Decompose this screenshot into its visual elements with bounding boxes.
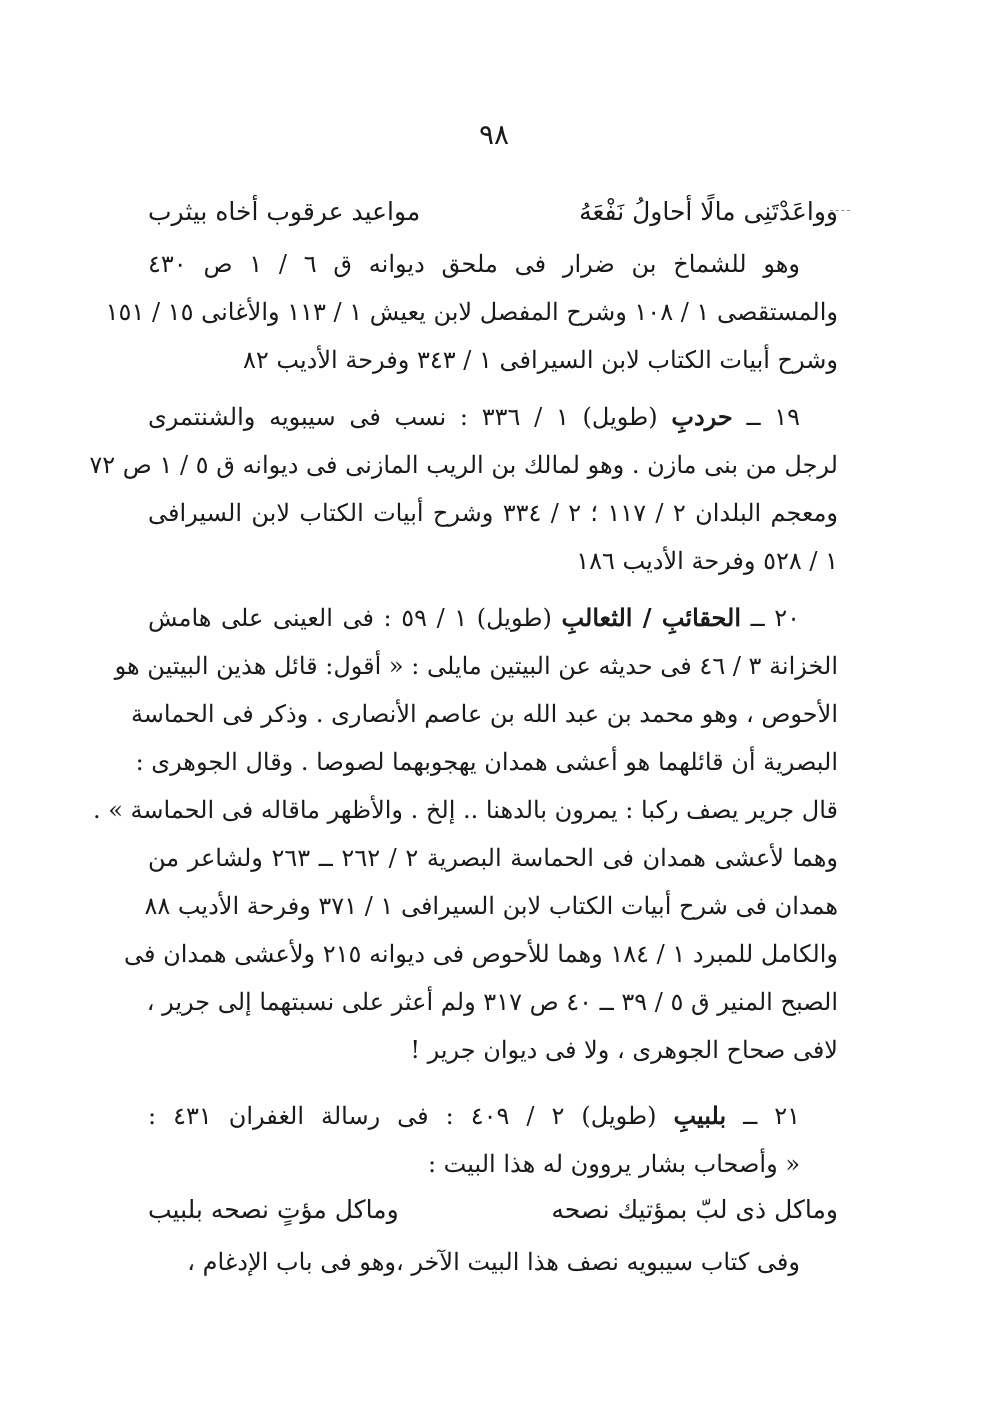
verse-2-first-hemistich: وماكل ذى لبّ بمؤتيك نصحه	[551, 1195, 838, 1224]
text-line: الخزانة ٣ / ٤٦ فى حديثه عن البيتين مايلى : « أقول: قائل هذين البيتين هو	[114, 652, 838, 680]
page-number: ٩٨	[478, 118, 510, 151]
text-line: لرجل من بنى مازن . وهو لمالك بن الريب المازنى فى ديوانه ق ٥ / ١ ص ٧٢	[89, 451, 838, 479]
verse-1-second-hemistich: مواعيد عرقوب أخاه بيثرب	[148, 197, 421, 226]
text-line: الأحوص ، وهو محمد بن عبد الله بن عاصم الأنصارى . وذكر فى الحماسة	[130, 700, 838, 728]
text-line: وشرح أبيات الكتاب لابن السيرافى ١ / ٣٤٣ وفرحة الأديب ٨٢	[243, 346, 838, 374]
entry-19-heading	[148, 393, 838, 441]
text-line: الصبح المنير ق ٥ / ٣٩ ــ ٤٠ ص ٣١٧ ولم أعثر على نسبتهما إلى جرير ،	[146, 988, 838, 1016]
entry-number: ١٩ ــ	[732, 403, 801, 431]
entry-20-heading	[148, 594, 838, 642]
entry-21	[148, 1092, 838, 1188]
text-line: وهما لأعشى همدان فى الحماسة البصرية ٢ / ٢٦٢ ــ ٢٦٣ ولشاعر من	[148, 844, 838, 872]
text-line: لافى صحاح الجوهرى ، ولا فى ديوان جرير !	[410, 1036, 838, 1064]
text-line: وهو للشماخ بن ضرار فى ملحق ديوانه ق ٦ / ١ ص ٤٣٠	[148, 250, 800, 278]
paragraph-attribution	[105, 240, 838, 384]
verse-1-first-hemistich: وواعَدْتَنِى مالًا أحاولُ نَفْعَهُ	[579, 197, 838, 226]
entry-heading-text: (طويل) ١ / ٥٩ : فى العينى على هامش	[148, 604, 562, 632]
verse-line-2	[148, 1186, 838, 1234]
text-line: والكامل للمبرد ١ / ١٨٤ وهما للأحوص فى ديوانه ٢١٥ ولأعشى همدان فى	[123, 940, 838, 968]
text-line: ومعجم البلدان ٢ / ١١٧ ؛ ٢ / ٣٣٤ وشرح أبيات الكتاب لابن السيرافى	[148, 499, 839, 527]
entry-number: ٢١ ــ	[726, 1102, 801, 1130]
entry-heading-text: (طويل) ٢ / ٤٠٩ : فى رسالة الغفران ٤٣١ :	[148, 1102, 674, 1130]
text-line: « وأصحاب بشار يروون له هذا البيت :	[427, 1150, 800, 1178]
entry-21-heading	[148, 1092, 838, 1140]
verse-line-1	[148, 188, 838, 236]
entry-keyword: بلبيبِ	[673, 1101, 727, 1130]
entry-20	[92, 594, 838, 1074]
entry-19	[89, 393, 839, 585]
text-line: ١ / ٥٢٨ وفرحة الأديب ١٨٦	[576, 547, 838, 575]
verse-2-second-hemistich: وماكل مؤتٍ نصحه بلبيب	[148, 1195, 399, 1224]
final-paragraph	[148, 1238, 838, 1286]
entry-keyword: الحقائبِ / الثعالبِ	[561, 603, 741, 632]
entry-heading-text: (طويل) ١ / ٣٣٦ : نسب فى سيبويه والشنتمرى	[148, 403, 672, 431]
text-line: البصرية أن قائلهما هو أعشى همدان يهجوبهما لصوصا . وقال الجوهرى :	[135, 748, 838, 776]
text-line: همدان فى شرح أبيات الكتاب لابن السيرافى ١ / ٣٧١ وفرحة الأديب ٨٨	[144, 892, 838, 920]
text-line: والمستقصى ١ / ١٠٨ وشرح المفصل لابن يعيش ١ / ١١٣ والأغانى ١٥ / ١٥١	[105, 298, 838, 326]
text-line: وفى كتاب سيبويه نصف هذا البيت الآخر ،وهو فى باب الإدغام ،	[187, 1248, 800, 1276]
entry-number: ٢٠ ــ	[741, 604, 801, 632]
entry-keyword: حردبِ	[671, 402, 733, 431]
text-line: قال جرير يصف ركبا : يمرون بالدهنا .. إلخ . والأظهر ماقاله فى الحماسة » .	[92, 796, 838, 824]
